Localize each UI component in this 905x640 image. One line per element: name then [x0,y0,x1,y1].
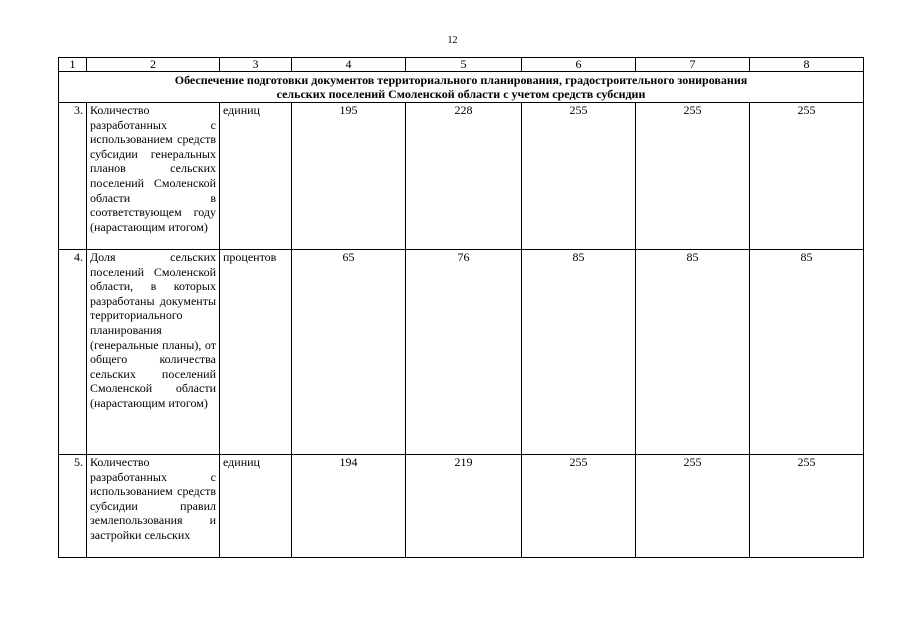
value-cell: 76 [406,250,522,455]
indicator-name-text: Количество разработанных с использованием средств субсидии правил землепользования и застройки сельских [90,455,216,542]
value-cell: 255 [750,103,864,250]
unit: процентов [220,250,292,455]
table-row [59,250,864,455]
value-cell: 255 [750,455,864,558]
section-title-line: Обеспечение подготовки документов территориального планирования, градостроительного зонирования [174,73,748,87]
value-cell: 85 [522,250,636,455]
value-cell: 255 [522,455,636,558]
unit: единиц [220,103,292,250]
value-cell: 85 [636,250,750,455]
indicator-name: Доля сельских поселений Смоленской области, в которых разработаны документы территориального планирования (генеральные планы), от общего количества сельских поселений Смоленской области (нарастающим итогом) [87,250,220,455]
column-number: 7 [636,58,750,72]
column-number: 6 [522,58,636,72]
value-cell: 255 [522,103,636,250]
column-number: 1 [59,58,87,72]
table-row [59,455,864,558]
column-number: 3 [220,58,292,72]
value-cell: 228 [406,103,522,250]
value-cell: 65 [292,250,406,455]
column-number: 2 [87,58,220,72]
section-title [59,72,864,103]
value-cell: 195 [292,103,406,250]
value-cell: 255 [636,455,750,558]
value-cell: 85 [750,250,864,455]
table-row [59,103,864,250]
unit: единиц [220,455,292,558]
column-number: 4 [292,58,406,72]
value-cell: 194 [292,455,406,558]
column-number: 8 [750,58,864,72]
row-number: 3. [59,103,87,250]
value-cell: 219 [406,455,522,558]
indicators-table [58,57,864,558]
row-number: 5. [59,455,87,558]
section-title-line: сельских поселений Смоленской области с учетом средств субсидии [276,87,646,101]
page-number: 12 [447,35,458,46]
indicator-name [87,455,220,558]
value-cell: 255 [636,103,750,250]
column-number-row [59,58,864,72]
row-number: 4. [59,250,87,455]
indicator-name: Количество разработанных с использованием средств субсидии генеральных планов сельских поселений Смоленской области в соответствующем году (нарастающим итогом) [87,103,220,250]
column-number: 5 [406,58,522,72]
section-title-row [59,72,864,103]
